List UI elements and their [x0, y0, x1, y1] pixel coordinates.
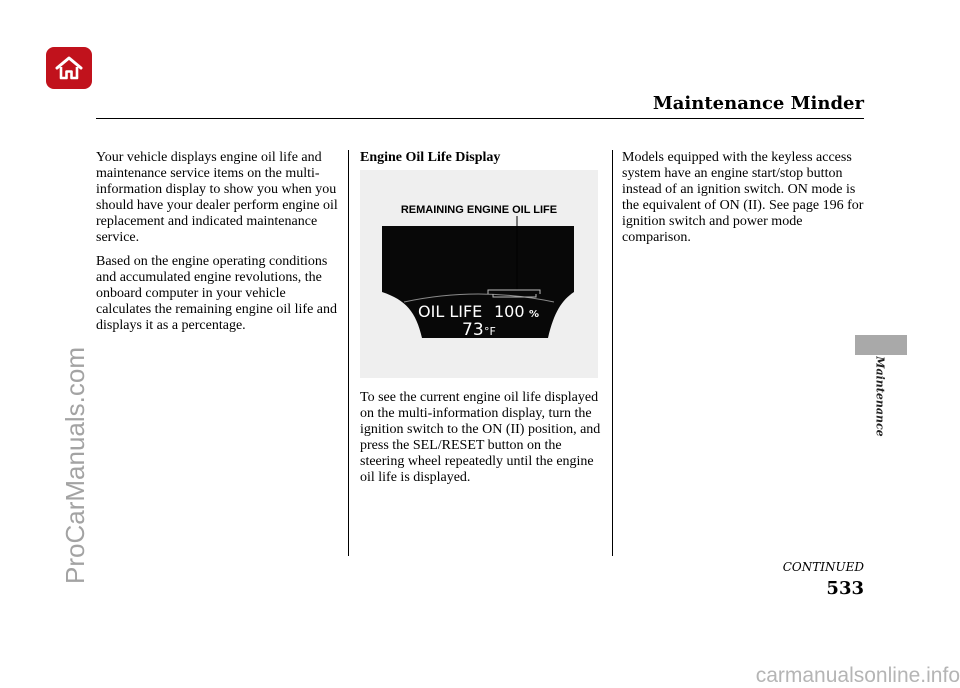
paragraph: Based on the engine operating conditions and accumulated engine revolutions, the onboard computer in your vehicle calculates the remaining engine oil life and displays it as a percentage. — [96, 254, 338, 333]
column-divider — [612, 150, 613, 556]
section-tab — [855, 335, 907, 355]
column-1 — [96, 150, 340, 342]
figure-callout-label: REMAINING ENGINE OIL LIFE — [400, 204, 558, 216]
multi-information-display — [360, 170, 598, 378]
column-2 — [360, 150, 606, 494]
bottom-watermark: carmanualsonline.info — [755, 664, 960, 687]
oil-life-figure — [360, 170, 598, 378]
paragraph: Models equipped with the keyless access system have an engine start/stop button instead of an ignition switch. ON mode is the equivalent of ON (II). See page 196 for ignition switch and power mode comparison. — [622, 150, 864, 245]
oil-life-unit: % — [529, 309, 540, 320]
oil-life-label: OIL LIFE — [418, 302, 483, 321]
paragraph: Your vehicle displays engine oil life and maintenance service items on the multi-information display to show you when you should have your dealer perform engine oil replacement and indicated maintenance service. — [96, 150, 338, 245]
section-title: Engine Oil Life Display — [360, 150, 501, 165]
header-rule — [96, 118, 864, 119]
page-number: 533 — [826, 578, 864, 599]
temperature-value: 73 — [462, 320, 484, 340]
column-divider — [348, 150, 349, 556]
side-watermark: ProCarManuals.com — [59, 346, 90, 584]
home-button[interactable] — [46, 47, 92, 89]
continued-label: CONTINUED — [782, 560, 864, 574]
page-title: Maintenance Minder — [652, 93, 864, 114]
oil-life-value: 100 — [494, 302, 525, 321]
section-tab-label: Maintenance — [873, 355, 887, 437]
paragraph: To see the current engine oil life displayed on the multi-information display, turn the ignition switch to the ON (II) position, and press the SEL/RESET button on the steering wheel repeatedly until the engine oil life is displayed. — [360, 390, 601, 485]
column-3 — [622, 150, 866, 254]
temperature-unit: °F — [484, 325, 496, 338]
home-icon — [55, 55, 83, 81]
